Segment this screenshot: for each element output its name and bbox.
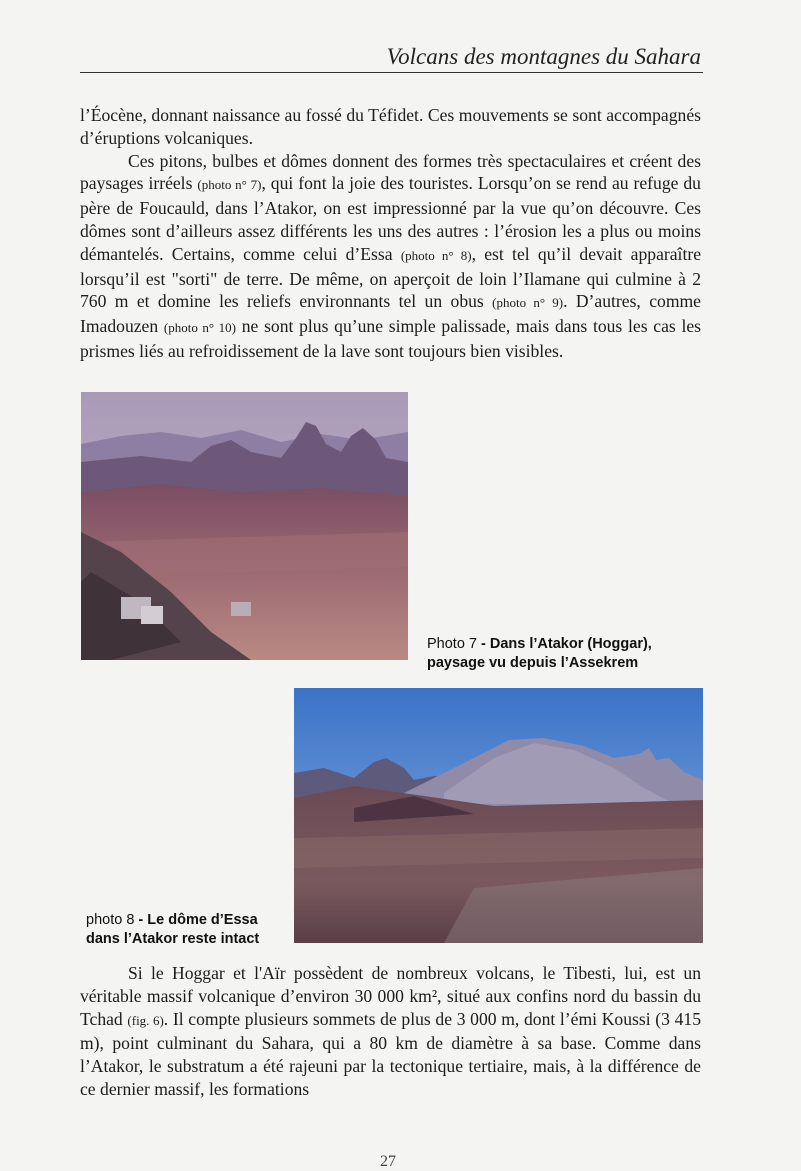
photo-7-atakor-landscape xyxy=(81,392,408,660)
text-block-top xyxy=(80,104,701,363)
running-header-title: Volcans des montagnes du Sahara xyxy=(386,44,701,69)
photo-reference: (photo n° 8) xyxy=(400,247,472,263)
page-number: 27 xyxy=(380,1153,396,1170)
photo-reference: (photo n° 9) xyxy=(492,295,564,311)
photo-8-caption: photo 8 - Le dôme d’Essa dans l’Atakor reste intact xyxy=(86,912,260,947)
paragraph-2: Ces pitons, bulbes et dômes donnent des formes très spectaculaires et créent des paysages irréels (photo n° 7), qui font la joie des touristes. Lorsqu’on se rend au refuge du père de Foucauld, dans l’Atakor, on est impressionné par la vue qu’on découvre. Ces dômes sont d’ailleurs assez différents les uns des autres : l’érosion les a plus ou moins démantelés. Certains, comme celui d’Essa (photo n° 8), est tel qu’il devait apparaître lorsqu’il est "sorti" de terre. De même, on aperçoit de loin l’Ilamane qui culmine à 2 760 m et domine les reliefs environnants tel un obus (photo n° 9). D’autres, comme Imadouzen (photo n° 10) ne sont plus qu’une simple palissade, mais dans tous les cas les prismes liés au refroidissement de la lave sont toujours bien visibles. xyxy=(80,150,702,361)
paragraph-1: l’Éocène, donnant naissance au fossé du Téfidet. Ces mouvements se sont accompagnés d’éruptions volcaniques. xyxy=(80,105,701,148)
photo-8-dome-essa xyxy=(294,688,703,943)
paragraph-3: Si le Hoggar et l'Aïr possèdent de nombreux volcans, le Tibesti, lui, est un véritable massif volcanique d’environ 30 000 km², situé aux confins nord du bassin du Tchad (fig. 6). Il compte plusieurs sommets de plus de 3 000 m, dont l’émi Koussi (3 415 m), point culminant du Sahara, qui a 80 km de diamètre à sa base. Comme dans l’Atakor, le substratum a été rajeuni par la tectonique tertiaire, mais, à la différence de ce dernier massif, les formations xyxy=(80,963,701,1099)
photo-reference: (photo n° 7) xyxy=(197,177,262,193)
figure-reference: (fig. 6) xyxy=(127,1012,164,1028)
photo-7-caption: Photo 7 - Dans l’Atakor (Hoggar), paysage vu depuis l’Assekrem xyxy=(427,636,652,671)
text-block-bottom xyxy=(80,962,701,1101)
header-rule xyxy=(80,72,703,73)
photo-reference: (photo n° 10) xyxy=(163,320,237,336)
